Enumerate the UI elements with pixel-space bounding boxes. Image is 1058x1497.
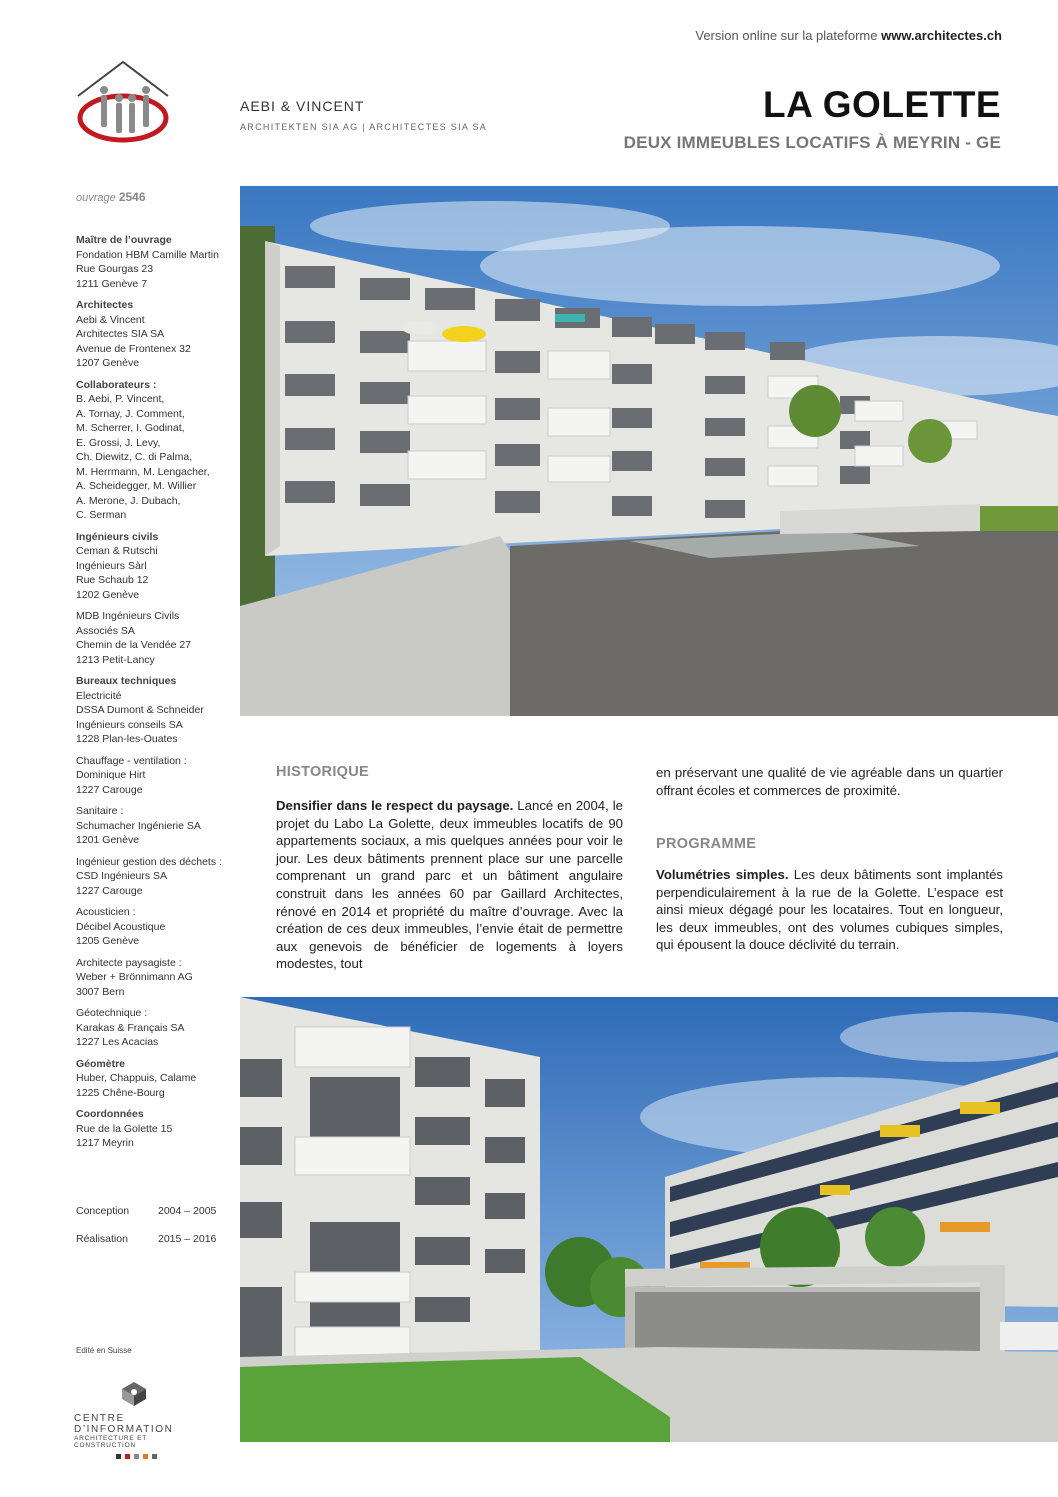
credit-line: 1202 Genève	[76, 588, 140, 601]
credit-line: 1217 Meyrin	[76, 1137, 134, 1149]
credit-heading: Bureaux techniques	[76, 675, 177, 687]
credit-line: A. Merone, J. Dubach,	[76, 494, 181, 507]
credit-line: MDB Ingénieurs Civils	[76, 610, 180, 622]
website-link[interactable]: www.architectes.ch	[881, 28, 1002, 43]
online-version-note: Version online sur la plateforme www.architectes.ch	[695, 28, 1002, 43]
credit-line: E. Grossi, J. Levy,	[76, 436, 161, 449]
credit-heading: Ingénieurs civils	[76, 530, 159, 543]
credit-line: 1227 Carouge	[76, 884, 143, 897]
credit-line: B. Aebi, P. Vincent,	[76, 393, 165, 405]
credit-line: A. Tornay, J. Comment,	[76, 407, 185, 420]
credit-line: Rue de la Golette 15	[76, 1122, 173, 1135]
credit-heading: Géomètre	[76, 1057, 126, 1070]
credit-line: M. Herrmann, M. Lengacher,	[76, 465, 210, 478]
page-subtitle: DEUX IMMEUBLES LOCATIFS À MEYRIN - GE	[623, 133, 1001, 152]
credit-line: Rue Gourgas 23	[76, 263, 154, 275]
cic-emblem-icon	[74, 1380, 204, 1408]
credit-block	[76, 1057, 226, 1101]
credit-line: Sanitaire :	[76, 805, 124, 817]
credit-heading: Coordonnées	[76, 1108, 144, 1120]
credit-block	[76, 609, 226, 667]
credit-line: Chauffage - ventilation :	[76, 754, 187, 767]
credit-block	[76, 298, 226, 371]
dates-block	[76, 1205, 226, 1245]
credit-line: 1207 Genève	[76, 357, 140, 369]
credit-line: 1205 Genève	[76, 935, 140, 947]
credit-block	[76, 378, 226, 523]
credit-line: Ingénieurs conseils SA	[76, 718, 183, 731]
page-title: LA GOLETTE	[763, 84, 1001, 125]
credits-list	[76, 233, 226, 1158]
edited-note: Edité en Suisse	[76, 1346, 132, 1355]
credit-line: Huber, Chappuis, Calame	[76, 1072, 197, 1084]
credit-line: CSD Ingénieurs SA	[76, 870, 168, 882]
credit-line: Karakas & Français SA	[76, 1021, 185, 1034]
credit-line: 3007 Bern	[76, 985, 125, 998]
credit-line: DSSA Dumont & Schneider	[76, 704, 204, 716]
credit-line: Architecte paysagiste :	[76, 956, 182, 969]
credit-line: Ingénieurs Sàrl	[76, 559, 147, 572]
firm-subtitle: ARCHITEKTEN SIA AG | ARCHITECTES SIA SA	[240, 122, 488, 132]
credit-line: 1201 Genève	[76, 834, 140, 846]
historique-text: Densifier dans le respect du paysage. Lancé en 2004, le projet du Labo La Golette, deux immeubles locatifs de 90 appartements sociaux, a mis quelques années pour voir le jour. Les deux bâtiments prennent place sur une parcelle comprenant un grand parc et un bâtiment angulaire construit dans les années 60 par Gaillard Architectes, rénové en 2014 et propriété du maître d’ouvrage. Avec la création de ces deux immeubles, l’envie était de permettre aux genevois de bénéficier de logements à loyers modestes, tout	[276, 798, 623, 972]
building-photo-1	[240, 186, 1058, 716]
credit-heading: Maître de l’ouvrage	[76, 234, 172, 246]
firm-name: AEBI & VINCENT	[240, 98, 365, 114]
credit-line: Ch. Diewitz, C. di Palma,	[76, 451, 193, 463]
programme-text: Volumétries simples. Les deux bâtiments sont implantés perpendiculairement à la rue de la Golette. L’espace est ainsi mieux dégagé pour les locataires. Tout en longueur, les deux immeubles, ont des volumes cubiques simples, qui épousent la douce déclivité du terrain.	[656, 867, 1004, 953]
credit-line: 1227 Les Acacias	[76, 1036, 159, 1048]
credit-line: 1211 Genève 7	[76, 277, 148, 290]
architect-logo	[74, 58, 172, 150]
credit-block	[76, 1107, 226, 1151]
credit-line: M. Scherrer, I. Godinat,	[76, 422, 185, 434]
credit-line: Ceman & Rutschi	[76, 545, 158, 557]
credit-line: Acousticien :	[76, 906, 136, 918]
credit-block	[76, 1006, 226, 1050]
credit-line: Electricité	[76, 689, 122, 702]
conception-row: Conception 2004 – 2005	[76, 1205, 217, 1217]
credit-block	[76, 530, 226, 603]
credit-heading: Collaborateurs :	[76, 378, 157, 391]
credit-line: Rue Schaub 12	[76, 574, 149, 586]
credit-block	[76, 233, 226, 291]
credit-line: 1228 Plan-les-Ouates	[76, 733, 178, 745]
building-photo-2	[240, 997, 1058, 1442]
credit-line: A. Scheidegger, M. Willier	[76, 480, 197, 492]
credit-line: Dominique Hirt	[76, 769, 146, 781]
realisation-row: Réalisation 2015 – 2016	[76, 1233, 217, 1245]
credit-line: 1213 Petit-Lancy	[76, 653, 155, 666]
historique-heading: HISTORIQUE	[276, 764, 369, 780]
programme-heading: PROGRAMME	[656, 836, 757, 852]
credit-line: Associés SA	[76, 624, 135, 637]
credit-line: Décibel Acoustique	[76, 920, 166, 933]
credit-line: Ingénieur gestion des déchets :	[76, 855, 222, 868]
credit-line: 1227 Carouge	[76, 783, 143, 796]
credit-block	[76, 855, 226, 899]
ouvrage-number: ouvrage 2546	[76, 190, 146, 204]
credit-line: 1225 Chêne-Bourg	[76, 1086, 165, 1099]
credit-line: Schumacher Ingénierie SA	[76, 819, 201, 832]
credit-block	[76, 905, 226, 949]
credit-line: Géotechnique :	[76, 1007, 148, 1019]
credit-line: Avenue de Frontenex 32	[76, 342, 191, 355]
credit-line: C. Serman	[76, 509, 127, 521]
historique-text-cont: en préservant une qualité de vie agréable dans un quartier offrant écoles et commerces de proximité.	[656, 765, 1003, 798]
credit-line: Architectes SIA SA	[76, 328, 165, 340]
credit-block	[76, 754, 226, 798]
credit-block	[76, 804, 226, 848]
credit-line: Weber + Brönnimann AG	[76, 971, 193, 983]
credit-block	[76, 674, 226, 747]
credit-block	[76, 956, 226, 1000]
firm-block	[240, 98, 487, 132]
cic-logo: CENTRE D’INFORMATION ARCHITECTURE ET CONSTRUCTION	[74, 1380, 204, 1459]
credit-line: Chemin de la Vendée 27	[76, 639, 192, 651]
credit-line: Aebi & Vincent	[76, 313, 145, 326]
credit-heading: Architectes	[76, 299, 134, 311]
credit-line: Fondation HBM Camille Martin	[76, 248, 219, 261]
